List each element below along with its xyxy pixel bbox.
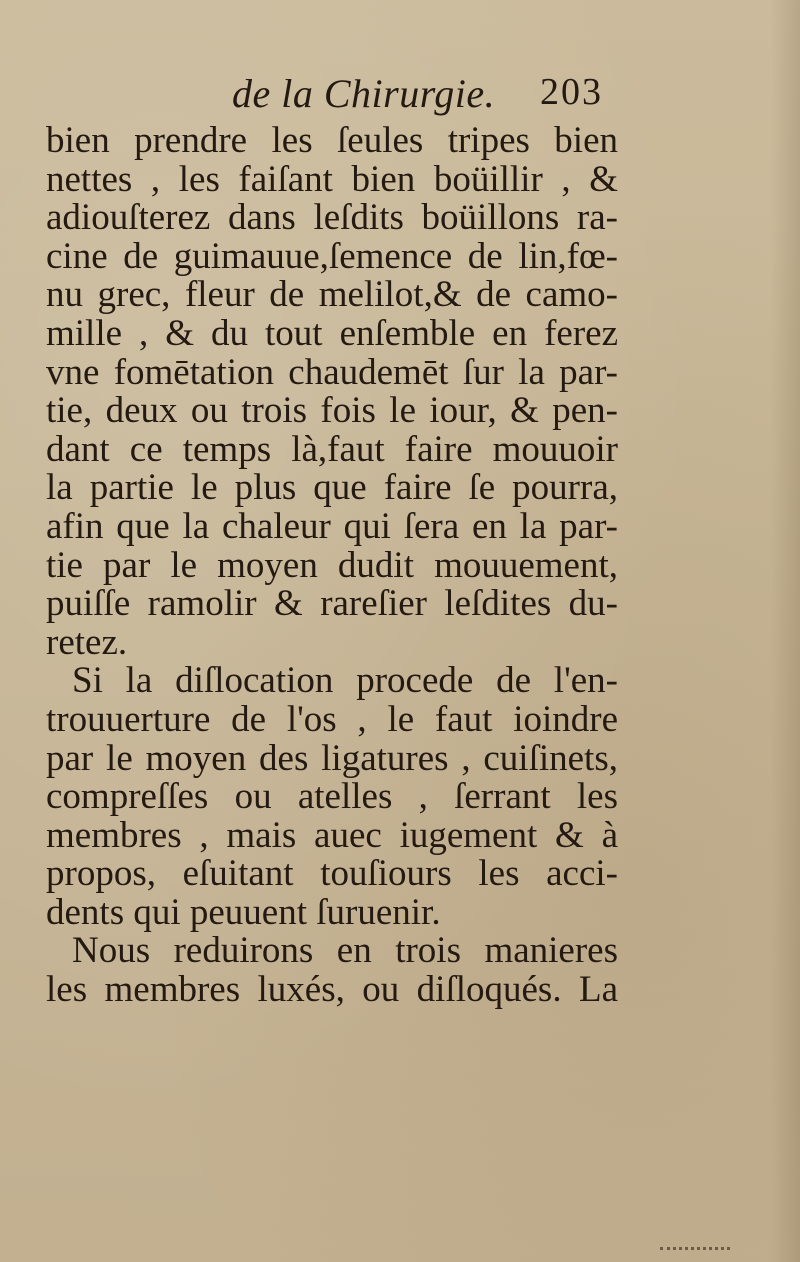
text-line: retez.: [46, 621, 128, 663]
text-line: les membres luxés, ou diſloqués. La: [46, 969, 618, 1011]
body-text: [46, 122, 618, 1010]
text-line: dents qui peuuent ſuruenir.: [46, 891, 441, 933]
page-bottom-marks: [660, 1239, 730, 1250]
text-line: afin que la chaleur qui ſera en la par-: [46, 505, 618, 547]
running-title: de la Chirurgie.: [232, 71, 496, 116]
text-line: nettes , les faiſant bien boüillir , &: [46, 158, 618, 200]
text-line: par le moyen des ligatures , cuiſinets,: [46, 737, 618, 779]
text-line: adiouſterez dans leſdits boüillons ra-: [46, 197, 618, 239]
text-line: bien prendre les ſeules tripes bien: [46, 120, 618, 161]
text-line: cine de guimauue,ſemence de lin,fœ-: [46, 235, 618, 277]
text-line: dant ce temps là,faut faire mouuoir: [46, 428, 618, 470]
page-number: 203: [540, 71, 603, 113]
text-line: propos, eſuitant touſiours les acci-: [46, 853, 618, 895]
text-line: puiſſe ramolir & rareſier leſdites du-: [46, 583, 618, 625]
text-line: tie, deux ou trois fois le iour, & pen-: [46, 390, 618, 432]
text-line: tie par le moyen dudit mouuement,: [46, 544, 618, 586]
text-line: la partie le plus que faire ſe pourra,: [46, 467, 618, 509]
text-line: Nous reduirons en trois manieres: [72, 930, 618, 972]
text-line: vne fomētation chaudemēt ſur la par-: [46, 351, 618, 393]
text-line: membres , mais auec iugement & à: [46, 814, 618, 856]
text-line: Si la diſlocation procede de l'en-: [72, 660, 618, 702]
text-line: trouuerture de l'os , le faut ioindre: [46, 698, 618, 740]
page-edge-shadow: [770, 0, 800, 1262]
text-line: nu grec, fleur de melilot,& de camo-: [46, 274, 618, 316]
text-line: compreſſes ou atelles , ſerrant les: [46, 776, 618, 818]
text-line: mille , & du tout enſemble en ferez: [46, 312, 618, 354]
